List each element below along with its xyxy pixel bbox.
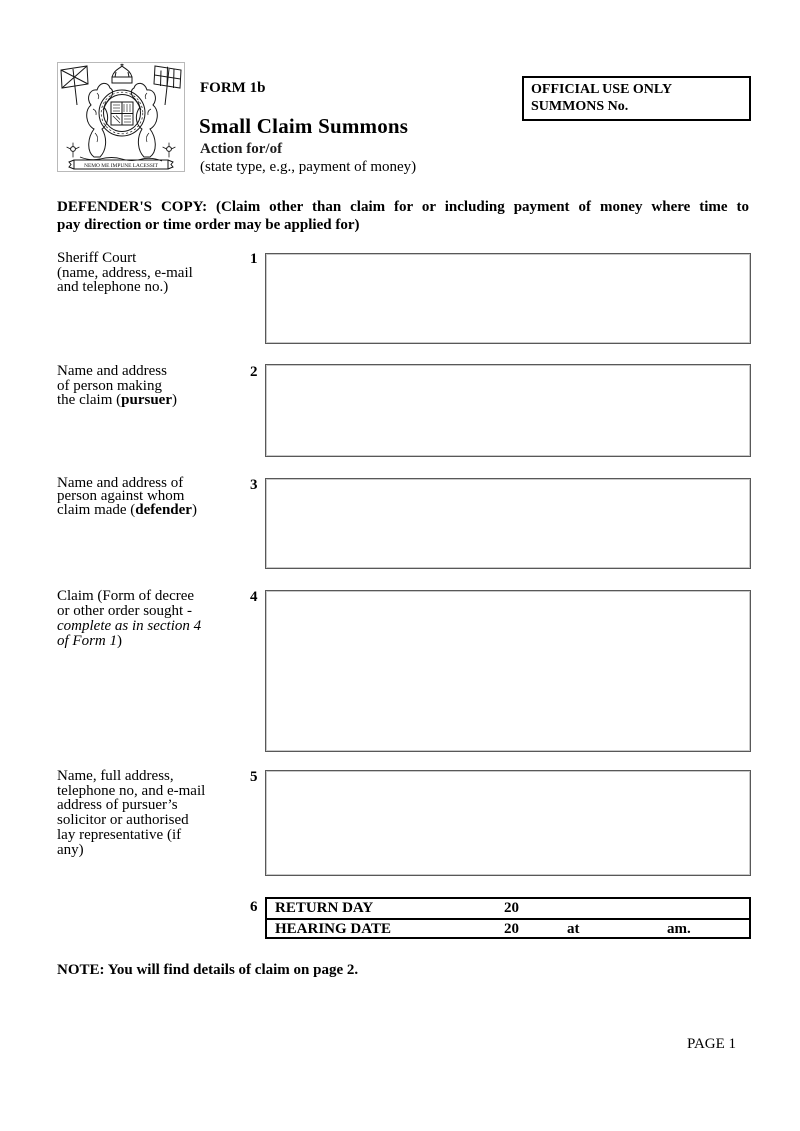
field-defender[interactable] <box>265 478 751 569</box>
label-sheriff-court: Sheriff Court (name, address, e-mail and telephone no.) <box>57 250 193 296</box>
row-number-1: 1 <box>250 251 258 267</box>
official-use-box[interactable] <box>522 76 751 121</box>
return-day-row[interactable] <box>267 899 749 918</box>
crest-motto-text: NEMO ME IMPUNE LACESSIT <box>84 163 158 169</box>
copy-heading-line2: pay direction or time order may be applied for) <box>57 216 360 233</box>
copy-heading <box>57 199 749 234</box>
copy-heading-line1: DEFENDER'S COPY: (Claim other than claim for or including payment of money where time to <box>57 199 749 215</box>
dates-table <box>265 897 751 939</box>
row-number-2: 2 <box>250 364 258 380</box>
row-number-5: 5 <box>250 769 258 785</box>
action-type-hint: (state type, e.g., payment of money) <box>200 159 417 175</box>
royal-coat-of-arms <box>57 62 185 172</box>
field-sheriff-court[interactable] <box>265 253 751 344</box>
field-pursuer[interactable] <box>265 364 751 457</box>
hearing-date-row[interactable] <box>267 918 749 939</box>
page-number: PAGE 1 <box>687 1036 737 1052</box>
return-day-year: 20 <box>504 900 519 916</box>
row-number-4: 4 <box>250 589 258 605</box>
hearing-at-label: at <box>567 921 580 937</box>
summons-no-label: SUMMONS No. <box>531 99 629 114</box>
coat-of-arms-icon <box>58 63 184 171</box>
label-defender: Name and address of person against whom claim made (defender) <box>57 475 197 518</box>
field-solicitor[interactable] <box>265 770 751 876</box>
row-number-3: 3 <box>250 477 258 493</box>
row-number-6: 6 <box>250 899 258 915</box>
label-pursuer: Name and address of person making the claim (pursuer) <box>57 363 177 409</box>
label-solicitor: Name, full address, telephone no, and e-mail address of pursuer’s solicitor or authorised lay representative (if any) <box>57 768 206 858</box>
return-day-label: RETURN DAY <box>275 900 374 916</box>
hearing-am-label: am. <box>667 921 691 937</box>
label-claim: Claim (Form of decree or other order sought - complete as in section 4 of Form 1) <box>57 588 202 649</box>
action-for-label: Action for/of <box>200 141 283 157</box>
official-use-label: OFFICIAL USE ONLY <box>531 82 673 97</box>
hearing-date-year: 20 <box>504 921 519 937</box>
form-code: FORM 1b <box>200 80 266 96</box>
note-line: NOTE: You will find details of claim on page 2. <box>57 962 359 978</box>
field-claim[interactable] <box>265 590 751 752</box>
hearing-date-label: HEARING DATE <box>275 921 391 937</box>
page-title: Small Claim Summons <box>199 114 409 138</box>
